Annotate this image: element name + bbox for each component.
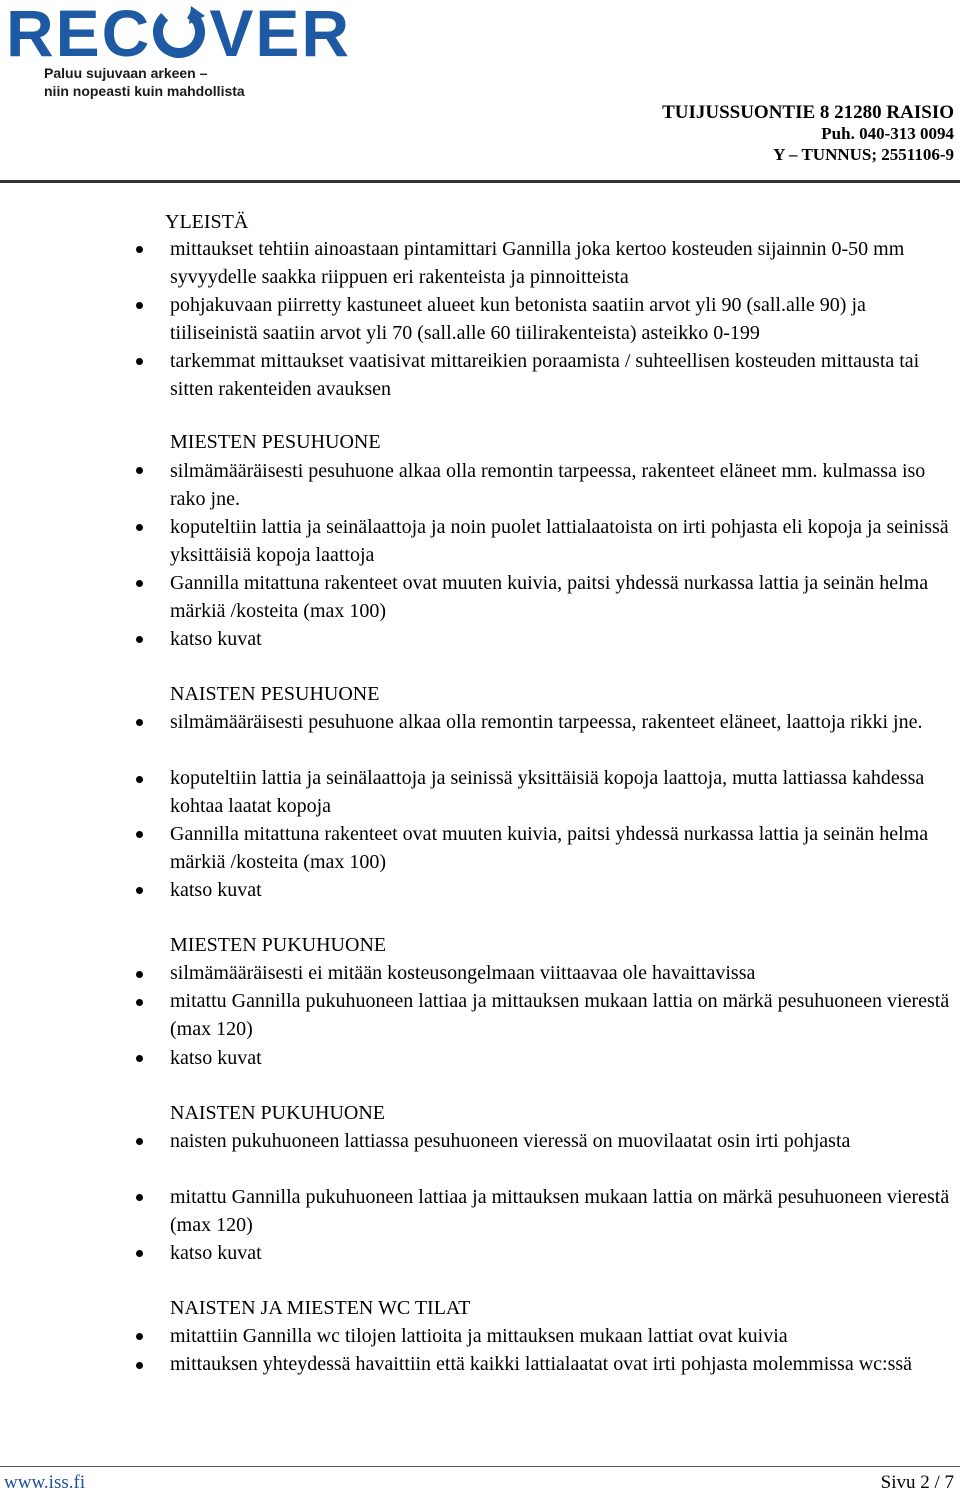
bullet bbox=[136, 467, 143, 474]
bullet bbox=[136, 776, 143, 783]
company-contact bbox=[662, 102, 954, 165]
list-item: katso kuvat bbox=[170, 879, 262, 901]
section-title-mens-dressing: MIESTEN PUKUHUONE bbox=[170, 934, 387, 956]
tagline-line-1: Paluu sujuvaan arkeen – bbox=[44, 65, 208, 81]
list-item: katso kuvat bbox=[170, 1242, 262, 1264]
list-item: silmämääräisesti pesuhuone alkaa olla remontin tarpeessa, rakenteet eläneet, laattoja rikki jne. bbox=[170, 711, 923, 733]
bullet bbox=[136, 719, 143, 726]
logo-tagline bbox=[44, 64, 245, 100]
bullet bbox=[136, 971, 143, 978]
footer-divider bbox=[0, 1466, 960, 1467]
phone: Puh. 040-313 0094 bbox=[821, 124, 954, 143]
list-item: mitattu Gannilla pukuhuoneen lattiaa ja mittauksen mukaan lattia on märkä pesuhuoneen vierestä (max 120) bbox=[170, 1186, 950, 1236]
bullet bbox=[136, 999, 143, 1006]
section-title-general: YLEISTÄ bbox=[165, 211, 249, 233]
bullet bbox=[136, 1138, 143, 1145]
bullet bbox=[136, 1250, 143, 1257]
list-item: naisten pukuhuoneen lattiassa pesuhuoneen vieressä on muovilaatat osin irti pohjasta bbox=[170, 1130, 851, 1152]
list-item: koputeltiin lattia ja seinälaattoja ja noin puolet lattialaatoista on irti pohjasta eli kopoja ja seinissä yksittäisiä kopoja laattoja bbox=[170, 516, 949, 566]
bullet bbox=[136, 1333, 143, 1340]
bullet bbox=[136, 887, 143, 894]
bullet bbox=[136, 580, 143, 587]
bullet bbox=[136, 1362, 143, 1369]
address: TUIJUSSUONTIE 8 21280 RAISIO bbox=[662, 102, 954, 123]
list-item: mittaukset tehtiin ainoastaan pintamittari Gannilla joka kertoo kosteuden sijainnin 0-50 mm syvyydelle saakka riippuen eri rakenteista ja pinnoitteista bbox=[170, 238, 905, 288]
section-title-womens-dressing: NAISTEN PUKUHUONE bbox=[170, 1102, 385, 1124]
website-link[interactable]: www.iss.fi bbox=[4, 1472, 86, 1493]
bullet bbox=[136, 636, 143, 643]
list-item: Gannilla mitattuna rakenteet ovat muuten kuivia, paitsi yhdessä nurkassa lattia ja seinän helma märkiä /kosteita (max 100) bbox=[170, 823, 929, 873]
bullet bbox=[136, 302, 143, 309]
list-item: mittauksen yhteydessä havaittiin että kaikki lattialaatat ovat irti pohjasta molemmissa wc:ssä bbox=[170, 1353, 913, 1375]
bullet bbox=[136, 1194, 143, 1201]
logo-wordmark: REC VER bbox=[6, 0, 352, 70]
header-divider bbox=[0, 180, 960, 183]
list-item: koputeltiin lattia ja seinälaattoja ja seinissä yksittäisiä kopoja laattoja, mutta lattiassa kahdessa kohtaa laatat kopoja bbox=[170, 767, 925, 817]
section-title-wc: NAISTEN JA MIESTEN WC TILAT bbox=[170, 1297, 471, 1319]
list-item: Gannilla mitattuna rakenteet ovat muuten kuivia, paitsi yhdessä nurkassa lattia ja seinän helma märkiä /kosteita (max 100) bbox=[170, 572, 929, 622]
list-item: pohjakuvaan piirretty kastuneet alueet kun betonista saatiin arvot yli 90 (sall.alle 90) ja tiiliseinistä saatiin arvot yli 70 (sall.alle 60 tiilirakenteista) asteikko 0-199 bbox=[170, 294, 866, 344]
bullet bbox=[136, 358, 143, 365]
list-item: mitattiin Gannilla wc tilojen lattioita ja mittauksen mukaan lattiat ovat kuivia bbox=[170, 1325, 788, 1347]
list-item: silmämääräisesti ei mitään kosteusongelmaan viittaavaa ole havaittavissa bbox=[170, 962, 756, 984]
section-title-womens-bathroom: NAISTEN PESUHUONE bbox=[170, 683, 380, 705]
tagline-line-2: niin nopeasti kuin mahdollista bbox=[44, 83, 245, 99]
bullet bbox=[136, 831, 143, 838]
page-number: Sivu 2 / 7 bbox=[880, 1472, 954, 1493]
recycle-arrow-icon bbox=[151, 0, 209, 68]
list-item: tarkemmat mittaukset vaatisivat mittareikien poraamista / suhteellisen kosteuden mittausta tai sitten rakenteiden avauksen bbox=[170, 350, 920, 400]
bullet bbox=[136, 524, 143, 531]
list-item: katso kuvat bbox=[170, 628, 262, 650]
list-item: mitattu Gannilla pukuhuoneen lattiaa ja mittauksen mukaan lattia on märkä pesuhuoneen vierestä (max 120) bbox=[170, 990, 950, 1040]
company-logo bbox=[0, 0, 352, 105]
business-id: Y – TUNNUS; 2551106-9 bbox=[773, 145, 954, 164]
section-title-mens-bathroom: MIESTEN PESUHUONE bbox=[170, 431, 381, 453]
bullet bbox=[136, 246, 143, 253]
list-item: silmämääräisesti pesuhuone alkaa olla remontin tarpeessa, rakenteet eläneet mm. kulmassa iso rako jne. bbox=[170, 460, 926, 510]
bullet bbox=[136, 1055, 143, 1062]
list-item: katso kuvat bbox=[170, 1047, 262, 1069]
